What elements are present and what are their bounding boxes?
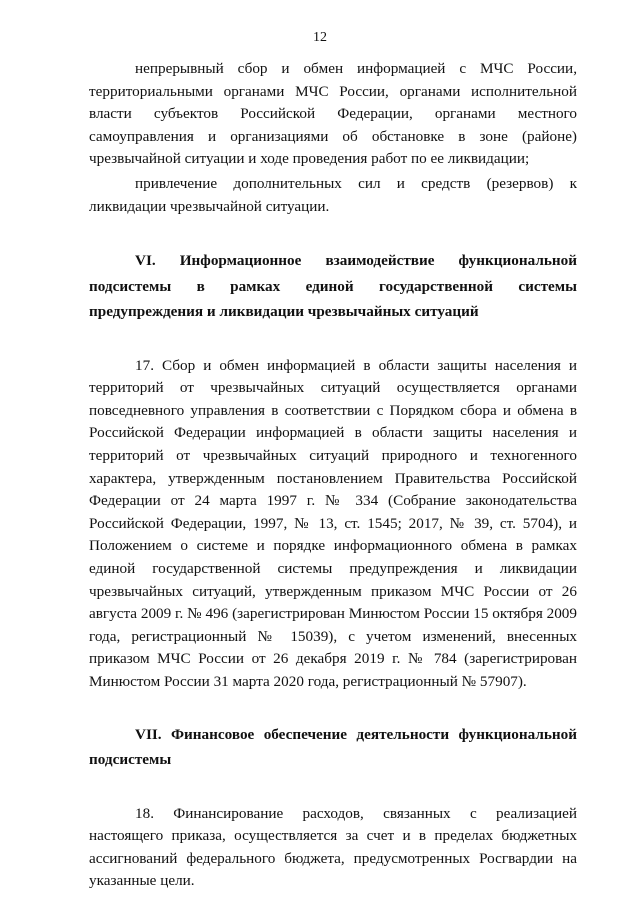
paragraph-continuous-exchange: непрерывный сбор и обмен информацией с МЧС России, территориальными органами МЧС России, органами исполнительной власти субъектов Российской Федерации, органами местного самоуправления и организациями об обстановке в зоне (районе) чрезвычайной ситуации и ходе проведения работ по ее ликвидации;	[89, 60, 577, 168]
section-heading-vii: VII. Финансовое обеспечение деятельности функциональной подсистемы	[89, 725, 577, 769]
document-body	[89, 58, 577, 893]
paragraph-18: 18. Финансирование расходов, связанных с реализацией настоящего приказа, осуществляется за счет и в пределах бюджетных ассигнований федерального бюджета, предусмотренных Росгвардии на указанные цели.	[89, 804, 577, 890]
section-heading-vi: VI. Информационное взаимодействие функциональной подсистемы в рамках единой государственной системы предупреждения и ликвидации чрезвычайных ситуаций	[89, 252, 577, 321]
page-number: 12	[313, 30, 327, 45]
paragraph-17: 17. Сбор и обмен информацией в области защиты населения и территорий от чрезвычайных ситуаций осуществляется органами повседневного управления в соответствии с Порядком сбора и обмена в Российской Федерации информацией в области защиты населения и территорий от чрезвычайных ситуаций природного и техногенного характера, утвержденным постановлением Правительства Российской Федерации от 24 марта 1997 г. № 334 (Собрание законодательства Российской Федерации, 1997, № 13, ст. 1545; 2017, № 39, ст. 5704), и Положением о системе и порядке информационного обмена в рамках единой государственной системы предупреждения и ликвидации чрезвычайных ситуаций, утвержденным приказом МЧС России от 26 августа 2009 г. № 496 (зарегистрирован Минюстом России 15 октября 2009 года, регистрационный № 15039), с учетом изменений, внесенных приказом МЧС России от 26 декабря 2019 г. № 784 (зарегистрирован Минюстом России 31 марта 2020 года, регистрационный № 57907).	[89, 356, 577, 690]
paragraph-additional-forces: привлечение дополнительных сил и средств (резервов) к ликвидации чрезвычайной ситуации.	[89, 174, 577, 215]
